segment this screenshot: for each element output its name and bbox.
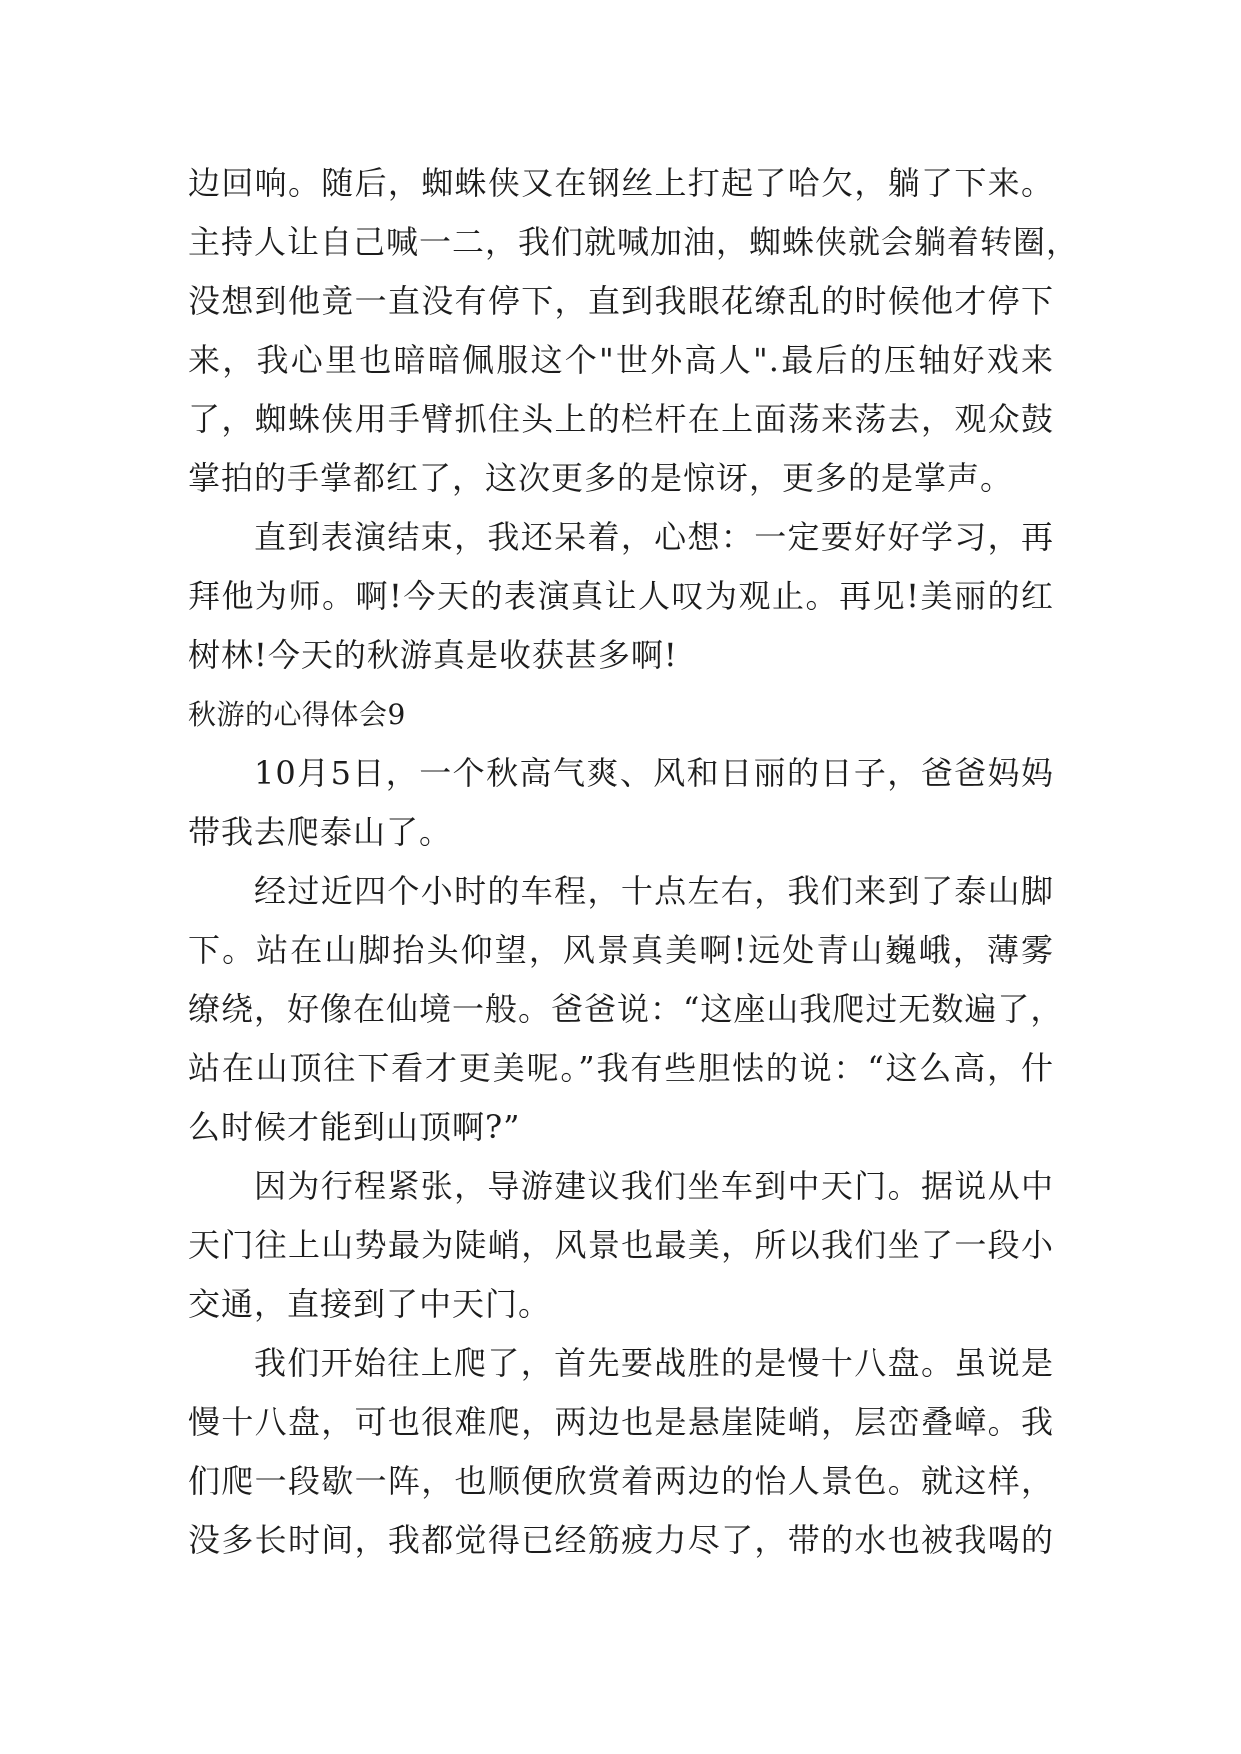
text-line: 了，蜘蛛侠用手臂抓住头上的栏杆在上面荡来荡去，观众鼓 <box>188 400 1054 438</box>
section-heading: 秋游的心得体会9 <box>188 698 406 731</box>
text-line: 交通，直接到了中天门。 <box>188 1285 552 1323</box>
text-line: 主持人让自己喊一二，我们就喊加油，蜘蛛侠就会躺着转圈， <box>188 223 1080 261</box>
paragraph <box>188 1334 1054 1570</box>
text-line: 缭绕，好像在仙境一般。爸爸说：“这座山我爬过无数遍了， <box>188 990 1064 1028</box>
text-line: 边回响。随后，蜘蛛侠又在钢丝上打起了哈欠，躺了下来。 <box>188 164 1054 202</box>
paragraph <box>188 154 1080 508</box>
text-line: 我们开始往上爬了，首先要战胜的是慢十八盘。虽说是 <box>254 1344 1054 1382</box>
text-line: 慢十八盘，可也很难爬，两边也是悬崖陡峭，层峦叠嶂。我 <box>188 1403 1054 1441</box>
text-line: 来，我心里也暗暗佩服这个"世外高人".最后的压轴好戏来 <box>188 341 1054 379</box>
text-line: 树林!今天的秋游真是收获甚多啊! <box>188 636 678 674</box>
text-line: 下。站在山脚抬头仰望，风景真美啊!远处青山巍峨，薄雾 <box>188 931 1054 969</box>
text-line: 没想到他竟一直没有停下，直到我眼花缭乱的时候他才停下 <box>188 282 1054 320</box>
document-body <box>188 154 1080 1570</box>
text-line: 掌拍的手掌都红了，这次更多的是惊讶，更多的是掌声。 <box>188 459 1014 497</box>
text-line: 直到表演结束，我还呆着，心想：一定要好好学习，再 <box>254 518 1054 556</box>
text-line: 没多长时间，我都觉得已经筋疲力尽了，带的水也被我喝的 <box>188 1521 1054 1559</box>
text-line: 天门往上山势最为陡峭，风景也最美，所以我们坐了一段小 <box>188 1226 1054 1264</box>
paragraph <box>188 1157 1054 1334</box>
text-line: 么时候才能到山顶啊?” <box>188 1108 521 1146</box>
text-line: 经过近四个小时的车程，十点左右，我们来到了泰山脚 <box>254 872 1054 910</box>
text-line: 拜他为师。啊!今天的表演真让人叹为观止。再见!美丽的红 <box>188 577 1054 615</box>
paragraph <box>188 508 1054 685</box>
paragraph <box>188 862 1064 1157</box>
text-line: 们爬一段歇一阵，也顺便欣赏着两边的怡人景色。就这样， <box>188 1462 1054 1500</box>
paragraph <box>188 744 1054 862</box>
text-line: 带我去爬泰山了。 <box>188 813 453 851</box>
text-line: 因为行程紧张，导游建议我们坐车到中天门。据说从中 <box>254 1167 1054 1205</box>
text-line: 站在山顶往下看才更美呢。”我有些胆怯的说：“这么高，什 <box>188 1049 1054 1087</box>
text-line: 10月5日，一个秋高气爽、风和日丽的日子，爸爸妈妈 <box>254 754 1054 792</box>
